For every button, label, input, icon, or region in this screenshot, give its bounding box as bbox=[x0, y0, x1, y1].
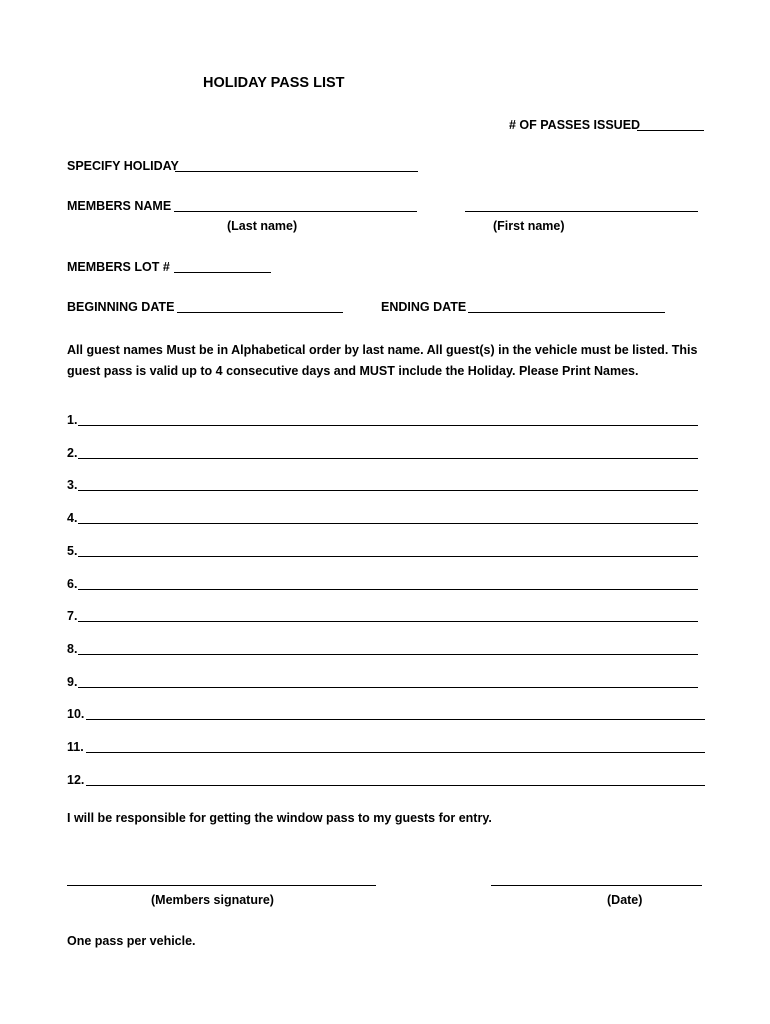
guest-line-number: 12. bbox=[67, 772, 85, 787]
form-title: HOLIDAY PASS LIST bbox=[203, 75, 345, 91]
guest-line-number: 11. bbox=[67, 740, 84, 754]
passes-issued-label: # OF PASSES ISSUED bbox=[509, 118, 641, 132]
guest-name-field[interactable] bbox=[78, 458, 698, 459]
members-signature-field[interactable] bbox=[67, 885, 376, 886]
beginning-date-label: BEGINNING DATE bbox=[67, 300, 175, 314]
guest-name-field[interactable] bbox=[86, 752, 705, 753]
ending-date-label: ENDING DATE bbox=[381, 300, 467, 314]
guest-line-number: 6. bbox=[67, 576, 78, 591]
guest-name-field[interactable] bbox=[78, 556, 698, 557]
signature-caption: (Members signature) bbox=[151, 893, 274, 907]
instructions-text: All guest names Must be in Alphabetical order by last name. All guest(s) in the vehicle must be listed. This guest pass is valid up to 4 consecutive days and MUST include the Holiday. Please Print Names. bbox=[67, 343, 698, 378]
guest-name-field[interactable] bbox=[78, 589, 698, 590]
guest-line-number: 3. bbox=[67, 478, 78, 493]
members-name-label: MEMBERS NAME bbox=[67, 199, 172, 213]
last-name-field[interactable] bbox=[174, 211, 417, 212]
guest-name-field[interactable] bbox=[86, 719, 705, 720]
guest-name-field[interactable] bbox=[78, 425, 698, 426]
guest-name-field[interactable] bbox=[78, 621, 698, 622]
guest-line-number: 9. bbox=[67, 674, 78, 689]
guest-line-number: 5. bbox=[67, 543, 78, 558]
members-lot-field[interactable] bbox=[174, 272, 271, 273]
guest-name-field[interactable] bbox=[86, 785, 705, 786]
last-name-caption: (Last name) bbox=[227, 219, 298, 233]
responsibility-statement: I will be responsible for getting the window pass to my guests for entry. bbox=[67, 811, 492, 825]
first-name-field[interactable] bbox=[465, 211, 698, 212]
date-caption: (Date) bbox=[607, 893, 643, 907]
members-lot-label: MEMBERS LOT # bbox=[67, 260, 170, 274]
guest-line-number: 8. bbox=[67, 641, 78, 656]
guest-line-number: 7. bbox=[67, 609, 78, 624]
first-name-caption: (First name) bbox=[493, 219, 565, 233]
footer-note: One pass per vehicle. bbox=[67, 934, 196, 948]
specify-holiday-field[interactable] bbox=[175, 171, 418, 172]
guest-name-field[interactable] bbox=[78, 490, 698, 491]
guest-name-field[interactable] bbox=[78, 523, 698, 524]
beginning-date-field[interactable] bbox=[177, 312, 343, 313]
guest-line-number: 2. bbox=[67, 445, 78, 460]
guest-line-number: 1. bbox=[67, 413, 78, 427]
guest-line-number: 4. bbox=[67, 511, 78, 526]
guest-name-field[interactable] bbox=[78, 687, 698, 688]
specify-holiday-label: SPECIFY HOLIDAY bbox=[67, 159, 179, 173]
passes-issued-field[interactable] bbox=[637, 130, 704, 131]
guest-line-number: 10. bbox=[67, 707, 85, 722]
date-field[interactable] bbox=[491, 885, 702, 886]
ending-date-field[interactable] bbox=[468, 312, 665, 313]
guest-name-field[interactable] bbox=[78, 654, 698, 655]
